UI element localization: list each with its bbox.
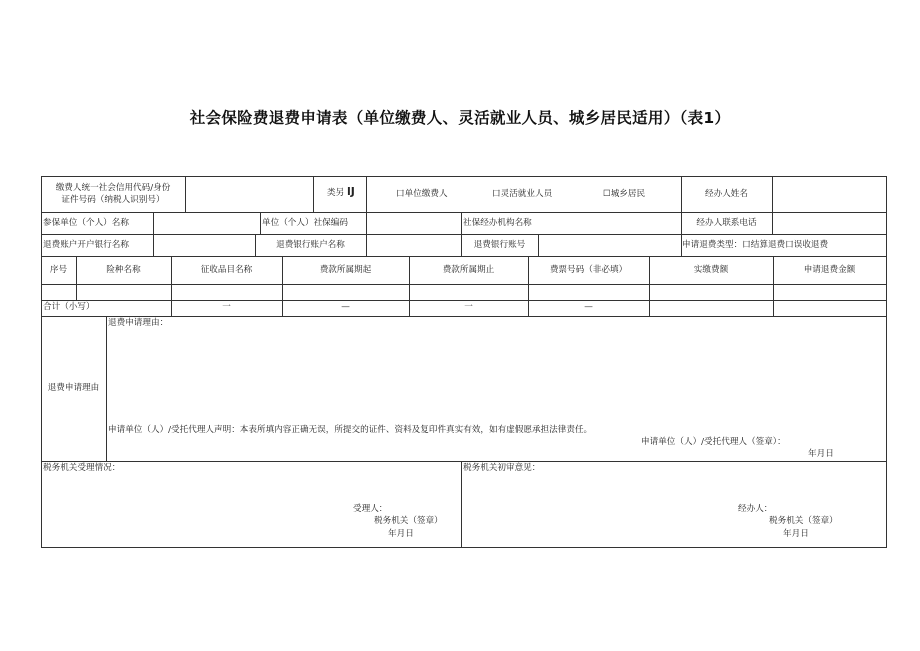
- tax-accept-header: 税务机关受理情况：: [43, 463, 121, 473]
- payer-id-label-line1: 缴费人统一社会信用代码/身份: [55, 183, 171, 193]
- reason-divider: [106, 316, 107, 461]
- cell-divider: [366, 212, 367, 234]
- reason-side-label: 退费申请理由: [47, 383, 100, 393]
- col-header-insurance-type: 险种名称: [106, 265, 141, 275]
- column-divider: [76, 256, 77, 300]
- agent-phone-label: 经办人联系电话: [696, 218, 757, 228]
- total-label: 合计（小写）: [43, 302, 95, 312]
- option-urban-rural-resident[interactable]: ☐城乡居民: [603, 189, 646, 199]
- row-line: [41, 461, 887, 462]
- tax-review-seal: 税务机关（签章）: [769, 516, 838, 526]
- refund-account-no-label: 退费银行账号: [473, 240, 526, 250]
- tax-review-header: 税务机关初审意见：: [463, 463, 541, 473]
- col-header-period-start: 费款所属期起: [319, 265, 372, 275]
- tax-review-handler: 经办人：: [738, 504, 773, 514]
- tax-review-date: 年月日: [783, 529, 809, 539]
- row-line: [41, 300, 887, 301]
- total-dash: 一: [222, 302, 231, 312]
- cell-divider: [260, 212, 261, 234]
- row-line: [41, 316, 887, 317]
- border-top: [41, 176, 887, 177]
- agent-name-label: 经办人姓名: [705, 189, 748, 199]
- row-line: [41, 212, 887, 213]
- cell-divider: [772, 176, 773, 212]
- col-header-collection-item: 征收品目名称: [200, 265, 253, 275]
- col-header-refund-amount: 申请退费金额: [803, 265, 856, 275]
- insured-unit-name-label: 参保单位（个人）名称: [43, 218, 129, 228]
- row-line: [41, 234, 887, 235]
- cell-divider: [153, 212, 154, 234]
- account-bank-label: 退费账户开户银行名称: [43, 240, 129, 250]
- review-divider: [461, 461, 462, 547]
- refund-type-label: 申请退费类型：口结算退费口误收退费: [682, 240, 829, 250]
- col-header-period-end: 费款所属期止: [442, 265, 495, 275]
- cell-divider: [185, 176, 186, 212]
- category-label: [327, 186, 355, 199]
- applicant-signature-label: 申请单位（人）/受托代理人（签章）：: [641, 437, 786, 447]
- tax-accept-date: 年月日: [388, 529, 414, 539]
- cell-divider: [461, 212, 462, 234]
- total-dash: —: [341, 302, 350, 312]
- row-line: [41, 284, 887, 285]
- cell-divider: [153, 234, 154, 256]
- applicant-date-label: 年月日: [808, 449, 834, 459]
- border-left: [41, 176, 42, 548]
- cell-divider: [772, 212, 773, 234]
- total-dash: —: [584, 302, 593, 312]
- option-unit-payer[interactable]: 口单位缴费人: [396, 189, 448, 199]
- declaration-text: 申请单位（人）/受托代理人声明：本表所填内容正确无误，所提交的证件、资料及复印件真实有效，如有虚假愿承担法律责任。: [108, 425, 593, 435]
- cell-divider: [366, 234, 367, 256]
- category-label-text: 类另: [327, 188, 345, 198]
- col-header-seq: 序号: [49, 265, 68, 275]
- refund-account-name-label: 退费银行账户名称: [276, 240, 345, 250]
- tax-accept-handler: 受理人：: [353, 504, 388, 514]
- refund-application-form: [41, 176, 887, 548]
- option-flexible-employee[interactable]: 口灵活就业人员: [492, 189, 553, 199]
- total-dash: 一: [464, 302, 473, 312]
- cell-divider: [313, 176, 314, 212]
- col-header-receipt-no: 费票号码（非必填）: [549, 265, 628, 275]
- row-line: [41, 256, 887, 257]
- payer-id-label-line2: 证件号码（纳税人识别号）: [61, 195, 165, 205]
- border-bottom: [41, 547, 887, 548]
- border-right: [886, 176, 887, 548]
- unit-si-code-label: 单位（个人）社保编码: [262, 218, 348, 228]
- form-title: 社会保险费退费申请表（单位缴费人、灵活就业人员、城乡居民适用）（表1）: [189, 109, 731, 127]
- category-mark: lJ: [346, 185, 355, 198]
- cell-divider: [366, 176, 367, 212]
- tax-accept-seal: 税务机关（签章）: [374, 516, 443, 526]
- si-agency-name-label: 社保经办机构名称: [463, 218, 532, 228]
- cell-divider: [538, 234, 539, 256]
- col-header-paid-amount: 实缴费额: [693, 265, 729, 275]
- reason-header: 退费申请理由：: [108, 318, 169, 328]
